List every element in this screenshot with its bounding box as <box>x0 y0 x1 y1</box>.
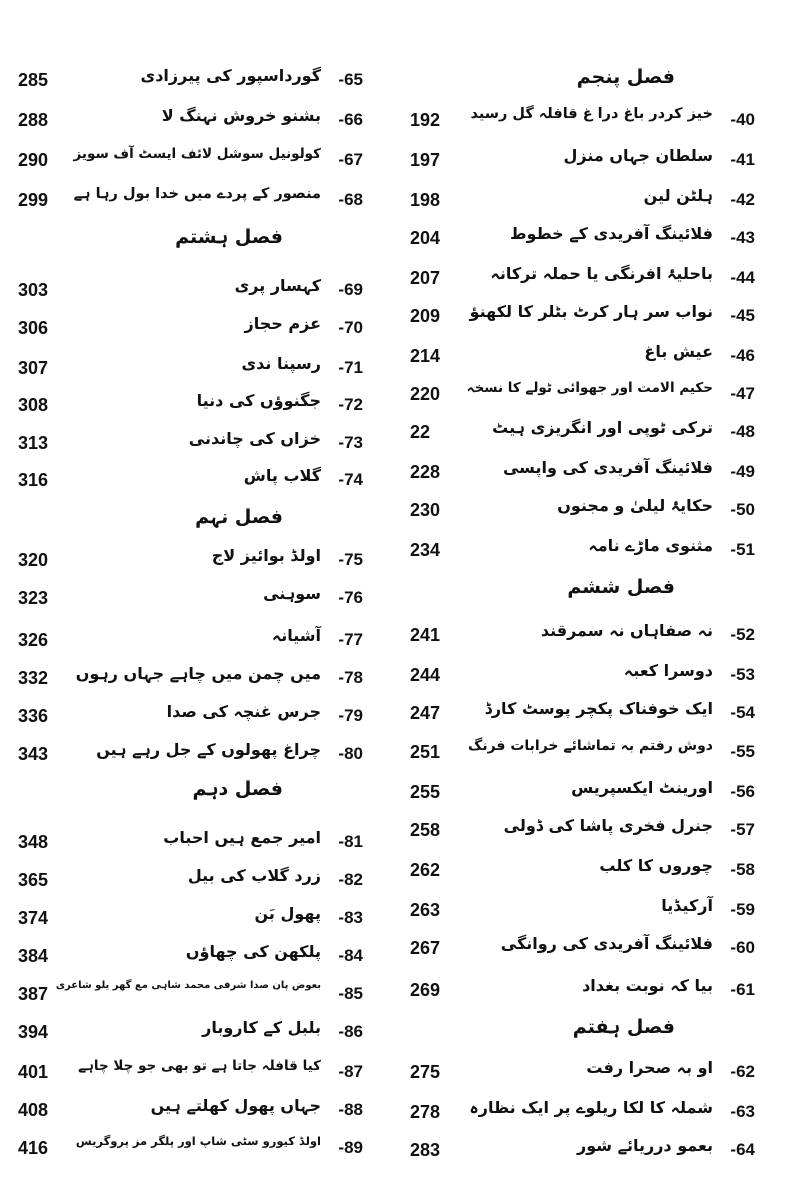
toc-entry <box>410 302 755 336</box>
entry-number: -68 <box>338 190 363 209</box>
entry-title: ہلٹن لین <box>643 186 713 205</box>
toc-entry <box>410 106 755 140</box>
entry-number: -81 <box>338 832 363 851</box>
entry-page-number: 247 <box>410 703 441 723</box>
entry-title: بشنو خروش نہنگ لا <box>161 106 321 125</box>
entry-number: -60 <box>730 938 755 957</box>
entry-page-number: 394 <box>18 1022 49 1042</box>
entry-number: -74 <box>338 470 363 489</box>
entry-number: -63 <box>730 1102 755 1121</box>
entry-title: او بہ صحرا رفت <box>586 1058 713 1077</box>
entry-page-number: 343 <box>18 744 49 764</box>
entry-number: -59 <box>730 900 755 919</box>
toc-entry <box>410 1058 755 1092</box>
entry-number: -85 <box>338 984 363 1003</box>
entry-page-number: 267 <box>410 938 441 958</box>
entry-page-number: 244 <box>410 665 441 685</box>
entry-title: چراغ پھولوں کے جل رہے ہیں <box>96 740 321 759</box>
entry-number: -71 <box>338 358 363 377</box>
entry-number: -73 <box>338 433 363 452</box>
entry-title: امیر جمع ہیں احباب <box>163 828 321 847</box>
entry-page-number: 306 <box>18 318 49 338</box>
entry-page-number: 387 <box>18 984 49 1004</box>
toc-entry <box>410 458 755 492</box>
entry-title: آشیانہ <box>271 626 321 645</box>
entry-number: -61 <box>730 980 755 999</box>
toc-entry <box>18 866 363 900</box>
entry-title: کہسار پری <box>234 276 321 295</box>
entry-page-number: 269 <box>410 980 441 1000</box>
entry-title: حکایۂ لیلیٰ و مجنوں <box>557 496 713 515</box>
toc-entry <box>18 276 363 310</box>
toc-entry <box>410 621 755 655</box>
entry-page-number: 307 <box>18 358 49 378</box>
entry-title: پھول بَن <box>254 904 321 923</box>
entry-page-number: 416 <box>18 1138 49 1158</box>
entry-title: جہاں پھول کھلتے ہیں <box>150 1096 321 1115</box>
entry-page-number: 323 <box>18 588 49 608</box>
toc-entry <box>410 896 755 930</box>
toc-entry <box>18 106 363 140</box>
entry-number: -64 <box>730 1140 755 1159</box>
entry-number: -54 <box>730 703 755 722</box>
entry-title: سوہنی <box>263 584 321 603</box>
toc-entry <box>410 778 755 812</box>
toc-entry <box>18 354 363 388</box>
toc-right-column <box>410 66 755 1186</box>
toc-entry <box>18 740 363 774</box>
toc-entry <box>18 626 363 660</box>
entry-page-number: 275 <box>410 1062 441 1082</box>
toc-entry <box>18 1134 363 1168</box>
entry-page-number: 251 <box>410 742 441 762</box>
toc-entry <box>410 264 755 298</box>
entry-title: ترکی ٹوپی اور انگریزی ہیٹ <box>492 418 713 437</box>
section-heading: فصل ہشتم <box>175 226 283 248</box>
entry-title: میں چمن میں چاہے جہاں رہوں <box>75 664 321 683</box>
entry-title: فلائینگ آفریدی کی روانگی <box>500 934 713 953</box>
entry-page-number: 316 <box>18 470 49 490</box>
entry-page-number: 241 <box>410 625 441 645</box>
entry-title: اولڈ کیورو سٹی شاپ اور پلگر مز پروگریس <box>75 1134 321 1148</box>
entry-number: -69 <box>338 280 363 299</box>
section-heading: فصل ہفتم <box>572 1016 675 1038</box>
entry-title: نہ صفاہاں نہ سمرقند <box>540 621 713 640</box>
entry-number: -66 <box>338 110 363 129</box>
toc-entry <box>18 146 363 180</box>
entry-title: بلبل کے کاروبار <box>202 1018 321 1037</box>
entry-number: -72 <box>338 395 363 414</box>
toc-entry <box>410 536 755 570</box>
entry-page-number: 22 <box>410 422 431 442</box>
entry-number: -78 <box>338 668 363 687</box>
entry-title: دوسرا کعبہ <box>623 661 713 680</box>
entry-page-number: 192 <box>410 110 441 130</box>
toc-entry <box>410 342 755 376</box>
section-heading: فصل نہم <box>195 506 283 528</box>
entry-page-number: 308 <box>18 395 49 415</box>
entry-page-number: 320 <box>18 550 49 570</box>
entry-number: -75 <box>338 550 363 569</box>
entry-number: -88 <box>338 1100 363 1119</box>
entry-title: اورینٹ ایکسپریس <box>571 778 713 797</box>
entry-page-number: 326 <box>18 630 49 650</box>
entry-page-number: 313 <box>18 433 49 453</box>
entry-page-number: 288 <box>18 110 49 130</box>
entry-number: -44 <box>730 268 755 287</box>
toc-entry <box>410 380 755 414</box>
entry-number: -47 <box>730 384 755 403</box>
toc-entry <box>18 466 363 500</box>
toc-entry <box>410 661 755 695</box>
entry-title: کولونیل سوشل لائف ایسٹ آف سویز <box>73 146 321 162</box>
toc-entry <box>410 816 755 850</box>
entry-title: بعمو درریائے شور <box>577 1136 713 1155</box>
entry-number: -65 <box>338 70 363 89</box>
entry-page-number: 258 <box>410 820 441 840</box>
entry-title: باحلیۂ افرنگی یا حملہ ترکانہ <box>490 264 713 283</box>
entry-number: -46 <box>730 346 755 365</box>
toc-entry <box>18 904 363 938</box>
entry-number: -83 <box>338 908 363 927</box>
entry-page-number: 365 <box>18 870 49 890</box>
entry-page-number: 214 <box>410 346 441 366</box>
toc-entry <box>410 1098 755 1132</box>
entry-page-number: 374 <box>18 908 49 928</box>
entry-title: بعوض پان صدا شرفی محمد شاہی مع گھر یلو شاعری <box>55 980 321 991</box>
toc-entry <box>18 584 363 618</box>
entry-title: جگنوؤں کی دنیا <box>196 391 321 410</box>
toc-entry <box>18 664 363 698</box>
entry-title: شملہ کا لکا ریلوے پر ایک نظارہ <box>469 1098 713 1117</box>
entry-title: کیا قافلہ جاتا ہے تو بھی جو چلا چاہے <box>78 1058 321 1074</box>
entry-page-number: 332 <box>18 668 49 688</box>
entry-page-number: 299 <box>18 190 49 210</box>
toc-entry <box>18 1058 363 1092</box>
entry-title: آرکیڈیا <box>661 896 713 915</box>
entry-title: فلائینگ آفریدی کے خطوط <box>509 224 713 243</box>
entry-title: حکیم الامت اور جھوائی ٹولے کا نسخہ <box>466 380 713 396</box>
entry-number: -89 <box>338 1138 363 1157</box>
toc-entry <box>410 738 755 772</box>
entry-title: مثنوی ماڑے نامہ <box>588 536 713 555</box>
entry-title: عزم حجاز <box>244 314 321 333</box>
entry-title: سلطان جہاں منزل <box>563 146 713 165</box>
entry-number: -80 <box>338 744 363 763</box>
entry-number: -57 <box>730 820 755 839</box>
toc-entry <box>410 934 755 968</box>
entry-number: -53 <box>730 665 755 684</box>
entry-page-number: 198 <box>410 190 441 210</box>
entry-title: اولڈ بوائیز لاج <box>211 546 321 565</box>
entry-page-number: 384 <box>18 946 49 966</box>
entry-page-number: 204 <box>410 228 441 248</box>
toc-entry <box>18 546 363 580</box>
toc-entry <box>410 976 755 1010</box>
entry-number: -48 <box>730 422 755 441</box>
section-heading: فصل پنجم <box>576 66 675 88</box>
entry-page-number: 234 <box>410 540 441 560</box>
entry-page-number: 220 <box>410 384 441 404</box>
entry-page-number: 263 <box>410 900 441 920</box>
entry-title: عیش باغ <box>644 342 713 361</box>
toc-entry <box>18 314 363 348</box>
toc-entry <box>18 702 363 736</box>
toc-entry <box>410 1136 755 1170</box>
entry-page-number: 348 <box>18 832 49 852</box>
entry-number: -84 <box>338 946 363 965</box>
entry-page-number: 197 <box>410 150 441 170</box>
toc-entry <box>18 429 363 463</box>
toc-entry <box>18 1096 363 1130</box>
entry-title: گلاب پاش <box>243 466 321 485</box>
entry-title: جنرل فخری پاشا کی ڈولی <box>503 816 713 835</box>
entry-page-number: 262 <box>410 860 441 880</box>
entry-number: -76 <box>338 588 363 607</box>
entry-number: -41 <box>730 150 755 169</box>
entry-title: خیز کردر باغ درا غ قافلہ گل رسید <box>470 106 713 122</box>
entry-number: -86 <box>338 1022 363 1041</box>
entry-number: -51 <box>730 540 755 559</box>
entry-page-number: 290 <box>18 150 49 170</box>
entry-number: -77 <box>338 630 363 649</box>
entry-number: -67 <box>338 150 363 169</box>
entry-number: -62 <box>730 1062 755 1081</box>
entry-number: -49 <box>730 462 755 481</box>
entry-number: -43 <box>730 228 755 247</box>
toc-entry <box>18 828 363 862</box>
entry-title: جرس غنچہ کی صدا <box>166 702 321 721</box>
entry-number: -42 <box>730 190 755 209</box>
toc-entry <box>410 699 755 733</box>
entry-title: پلکھن کی چھاؤں <box>185 942 321 961</box>
entry-title: نواب سر ہار کرٹ بٹلر کا لکھنؤ <box>469 302 713 321</box>
entry-title: رسپنا ندی <box>241 354 321 373</box>
entry-title: بیا کہ نوبت بغداد <box>582 976 713 995</box>
toc-entry <box>18 980 363 1014</box>
entry-title: فلائینگ آفریدی کی واپسی <box>502 458 713 477</box>
toc-entry <box>18 186 363 220</box>
entry-number: -82 <box>338 870 363 889</box>
section-heading: فصل دہم <box>192 778 283 800</box>
entry-number: -50 <box>730 500 755 519</box>
entry-number: -79 <box>338 706 363 725</box>
entry-page-number: 209 <box>410 306 441 326</box>
entry-page-number: 336 <box>18 706 49 726</box>
toc-entry <box>18 391 363 425</box>
toc-entry <box>18 66 363 100</box>
entry-number: -52 <box>730 625 755 644</box>
entry-title: زرد گلاب کی بیل <box>187 866 321 885</box>
entry-number: -40 <box>730 110 755 129</box>
entry-page-number: 230 <box>410 500 441 520</box>
entry-page-number: 255 <box>410 782 441 802</box>
entry-number: -58 <box>730 860 755 879</box>
toc-entry <box>410 418 755 452</box>
entry-title: دوش رفتم بہ تماشائے خرابات فرنگ <box>468 738 713 754</box>
entry-page-number: 303 <box>18 280 49 300</box>
entry-page-number: 283 <box>410 1140 441 1160</box>
toc-entry <box>410 856 755 890</box>
entry-page-number: 278 <box>410 1102 441 1122</box>
toc-entry <box>410 186 755 220</box>
entry-number: -55 <box>730 742 755 761</box>
entry-title: چوروں کا کلب <box>599 856 713 875</box>
entry-number: -70 <box>338 318 363 337</box>
entry-page-number: 408 <box>18 1100 49 1120</box>
toc-entry <box>410 146 755 180</box>
entry-title: خزاں کی چاندنی <box>188 429 321 448</box>
toc-entry <box>18 942 363 976</box>
entry-title: ایک خوفناک پکچر پوسٹ کارڈ <box>484 699 713 718</box>
section-heading: فصل ششم <box>567 576 675 598</box>
entry-title: منصور کے پردے میں خدا بول رہا ہے <box>73 186 321 202</box>
toc-entry <box>410 224 755 258</box>
entry-page-number: 207 <box>410 268 441 288</box>
entry-page-number: 401 <box>18 1062 49 1082</box>
toc-left-column <box>18 66 363 1186</box>
entry-page-number: 228 <box>410 462 441 482</box>
toc-entry <box>410 496 755 530</box>
entry-number: -45 <box>730 306 755 325</box>
entry-number: -87 <box>338 1062 363 1081</box>
entry-title: گورداسپور کی پیرزادی <box>140 66 321 85</box>
toc-entry <box>18 1018 363 1052</box>
entry-page-number: 285 <box>18 70 49 90</box>
entry-number: -56 <box>730 782 755 801</box>
